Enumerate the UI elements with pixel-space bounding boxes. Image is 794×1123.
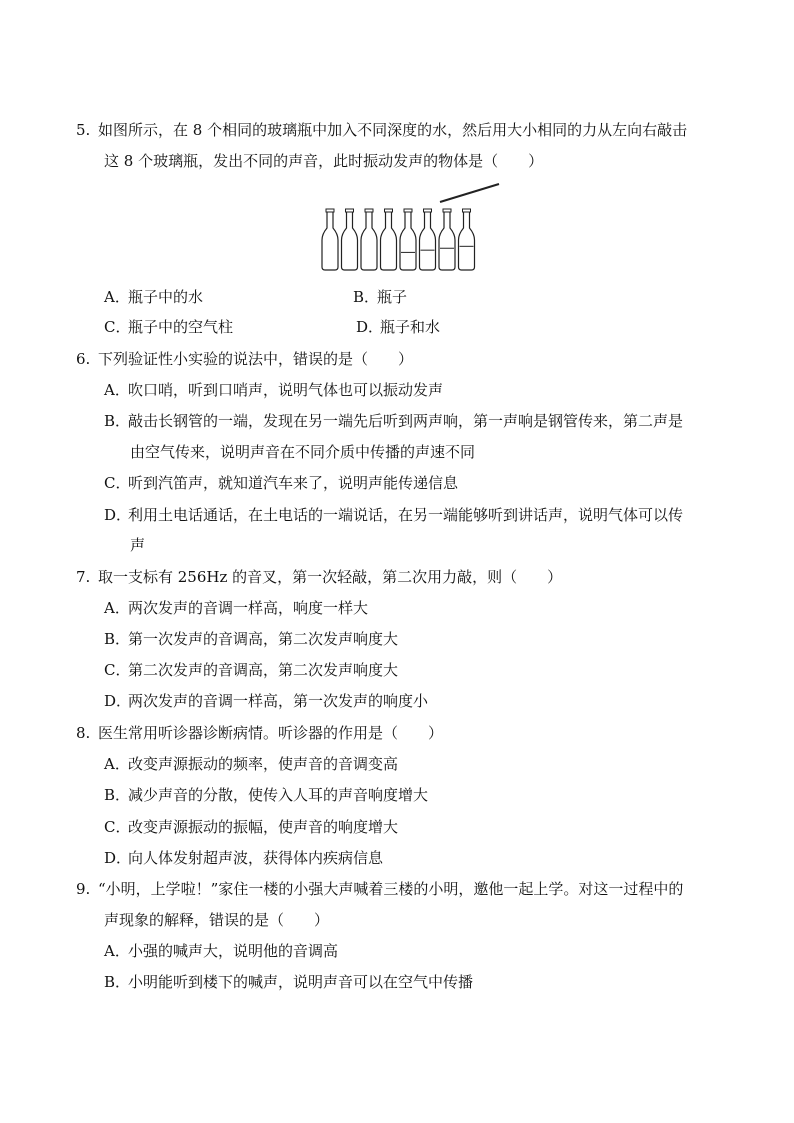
question-number: 8. <box>76 724 91 742</box>
option-text: 向人体发射超声波，获得体内疾病信息 <box>128 849 384 867</box>
option-label: A． <box>104 599 130 617</box>
question-5-option-d <box>356 317 440 337</box>
option-text: 改变声源振动的振幅，使声音的响度增大 <box>128 818 399 836</box>
option-text: 听到汽笛声，就知道汽车来了，说明声能传递信息 <box>128 474 459 492</box>
question-9-line-2 <box>104 910 329 930</box>
question-9-line-1 <box>76 879 683 899</box>
bottle <box>342 209 358 270</box>
option-text: 第一次发声的音调高，第二次发声响度大 <box>128 630 399 648</box>
question-8-option-b <box>104 785 428 805</box>
option-label: A． <box>104 942 130 960</box>
question-5-option-b <box>353 287 407 307</box>
bottle <box>361 209 377 270</box>
question-7-option-a <box>104 598 368 618</box>
question-7-option-b <box>104 629 398 649</box>
question-text: 医生常用听诊器诊断病情。听诊器的作用是（ ） <box>98 724 444 742</box>
option-text: 改变声源振动的频率，使声音的音调变高 <box>128 755 399 773</box>
option-text: 两次发声的音调一样高，第一次发声的响度小 <box>128 692 429 710</box>
question-7-option-c <box>104 660 398 680</box>
option-text: 两次发声的音调一样高，响度一样大 <box>128 599 369 617</box>
striking-rod <box>440 184 499 202</box>
option-label: C． <box>104 661 131 679</box>
question-number: 7. <box>76 568 91 586</box>
option-text: 瓶子中的空气柱 <box>128 318 234 336</box>
option-text: 吹口哨，听到口哨声，说明气体也可以振动发声 <box>128 381 444 399</box>
option-label: B． <box>104 630 131 648</box>
question-text: 声现象的解释，错误的是（ ） <box>104 911 330 929</box>
option-text: 瓶子中的水 <box>128 288 204 306</box>
question-7-option-d <box>104 691 428 711</box>
option-label: D． <box>104 506 132 524</box>
option-label: D． <box>104 692 132 710</box>
option-label: B． <box>104 973 131 991</box>
option-text: 瓶子和水 <box>380 318 441 336</box>
bottle <box>439 209 455 270</box>
option-label: D． <box>356 318 384 336</box>
question-text: 这 8 个玻璃瓶，发出不同的声音，此时振动发声的物体是（ ） <box>104 152 544 170</box>
question-5-option-c <box>104 317 233 337</box>
question-5-line-1 <box>76 120 687 140</box>
question-number: 6. <box>76 350 91 368</box>
option-text: 声 <box>130 536 146 554</box>
question-number: 9. <box>76 880 91 898</box>
bottle <box>322 209 338 270</box>
option-label: D． <box>104 849 132 867</box>
question-5-option-a <box>104 287 203 307</box>
option-label: C． <box>104 474 131 492</box>
option-label: C． <box>104 818 131 836</box>
option-text: 减少声音的分散，使传入人耳的声音响度增大 <box>128 786 429 804</box>
question-9-option-b <box>104 972 473 992</box>
bottle <box>400 209 416 270</box>
option-text: 小明能听到楼下的喊声，说明声音可以在空气中传播 <box>128 973 474 991</box>
option-label: C． <box>104 318 131 336</box>
bottle <box>381 209 397 270</box>
question-9-option-a <box>104 941 338 961</box>
question-text: 取一支标有 256Hz 的音叉，第一次轻敲，第二次用力敲，则（ ） <box>98 568 563 586</box>
question-8-option-a <box>104 754 398 774</box>
question-8-option-d <box>104 848 383 868</box>
option-label: B． <box>353 288 380 306</box>
question-text: 如图所示，在 8 个相同的玻璃瓶中加入不同深度的水，然后用大小相同的力从左向右敲击 <box>98 121 688 139</box>
bottle <box>420 209 436 270</box>
question-6-option-d <box>104 505 683 525</box>
question-6-option-c <box>104 473 458 493</box>
option-text: 瓶子 <box>377 288 408 306</box>
option-label: B． <box>104 786 131 804</box>
option-text: 利用土电话通话，在土电话的一端说话，在另一端能够听到讲话声，说明气体可以传 <box>128 506 684 524</box>
option-label: A． <box>104 755 130 773</box>
option-text: 小强的喊声大，说明他的音调高 <box>128 942 339 960</box>
bottle <box>459 209 475 270</box>
question-6-line-1 <box>76 349 413 369</box>
option-label: A． <box>104 288 130 306</box>
bottle-row <box>322 209 475 270</box>
option-label: A． <box>104 381 130 399</box>
question-text: “小明，上学啦！”家住一楼的小强大声喊着三楼的小明，邀他一起上学。对这一过程中的 <box>98 880 684 898</box>
question-6-option-d-continued <box>130 535 145 555</box>
question-8-option-c <box>104 817 398 837</box>
option-label: B． <box>104 412 131 430</box>
question-8-line-1 <box>76 723 443 743</box>
question-7-line-1 <box>76 567 562 587</box>
question-text: 下列验证性小实验的说法中，错误的是（ ） <box>98 350 414 368</box>
question-5-line-2 <box>104 151 543 171</box>
option-text: 由空气传来，说明声音在不同介质中传播的声速不同 <box>130 443 476 461</box>
question-6-option-b <box>104 411 683 431</box>
glass-bottles-icon <box>320 182 502 274</box>
question-6-option-a <box>104 380 443 400</box>
option-text: 敲击长钢管的一端，发现在另一端先后听到两声响，第一声响是钢管传来，第二声是 <box>128 412 684 430</box>
option-text: 第二次发声的音调高，第二次发声响度大 <box>128 661 399 679</box>
question-6-option-b-continued <box>130 442 475 462</box>
question-number: 5. <box>76 121 91 139</box>
